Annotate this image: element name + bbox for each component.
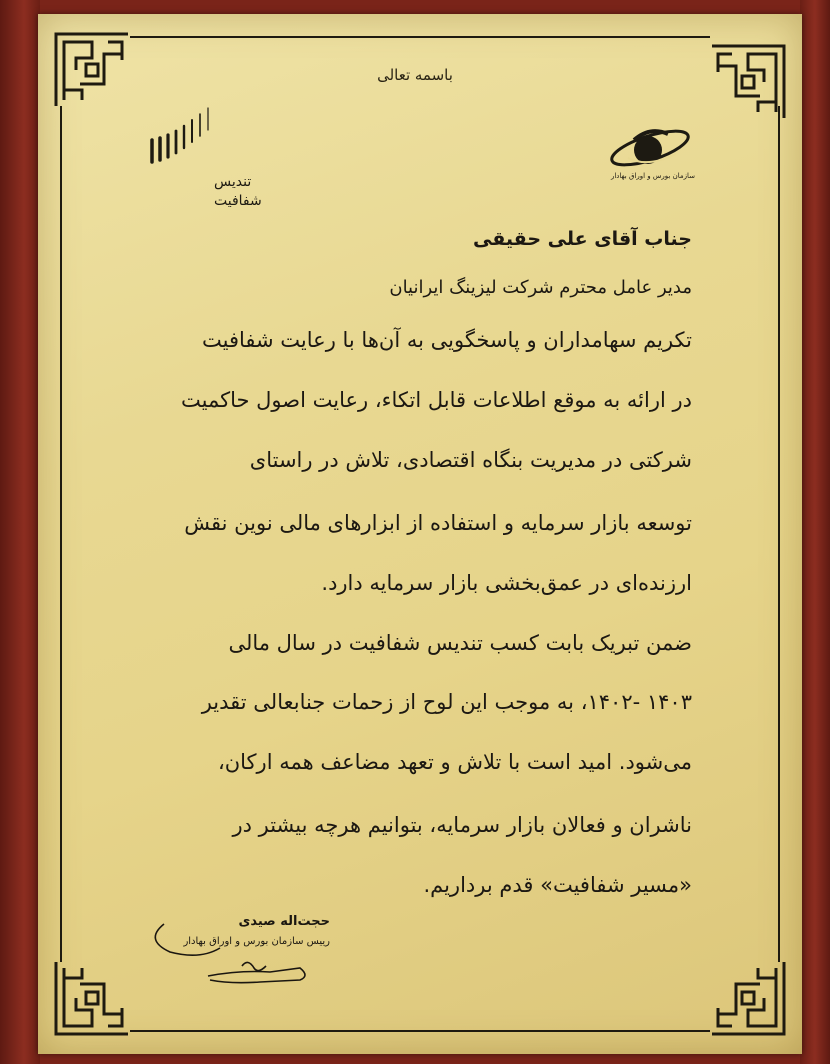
border-right [778, 106, 780, 962]
body-line: ۱۴۰۳ -۱۴۰۲، به موجب این لوح از زحمات جنابعالی تقدیر [201, 690, 692, 714]
addressee-name: جناب آقای علی حقیقی [472, 228, 692, 250]
signature-block [150, 910, 350, 990]
wood-frame-right [800, 0, 830, 1064]
body-line: توسعه بازار سرمایه و استفاده از ابزارهای مالی نوین نقش [184, 511, 692, 535]
logo-left-line1: تندیس [214, 174, 252, 190]
header-invocation: باسمه تعالی [377, 66, 453, 84]
sec-organization-logo [598, 118, 708, 198]
wood-frame-left [0, 0, 40, 1064]
signatory-name: حجت‌اله صیدی [238, 914, 330, 929]
body-line: ناشران و فعالان بازار سرمایه، بتوانیم هرچه بیشتر در [232, 813, 692, 837]
transparency-award-logo [110, 108, 262, 213]
corner-ornament-bottom-left [52, 958, 132, 1038]
border-left [60, 106, 62, 962]
plaque-text [150, 228, 692, 908]
sec-emblem-icon [608, 124, 692, 172]
logo-bars-icon [152, 108, 208, 162]
border-bottom [130, 1030, 710, 1032]
body-line: در ارائه به موقع اطلاعات قابل اتکاء، رعایت اصول حاکمیت [181, 388, 692, 412]
logo-right-caption: سازمان بورس و اوراق بهادار [610, 172, 696, 180]
body-line: تکریم سهامداران و پاسخگویی به آن‌ها با رعایت شفافیت [202, 328, 692, 352]
corner-ornament-bottom-right [708, 958, 788, 1038]
addressee-title: مدیر عامل محترم شرکت لیزینگ ایرانیان [389, 277, 692, 298]
signatory-title: رییس سازمان بورس و اوراق بهادار [183, 936, 330, 947]
logo-left-line2: شفافیت [214, 193, 262, 209]
body-line: شرکتی در مدیریت بنگاه اقتصادی، تلاش در راستای [249, 448, 692, 472]
body-line: ضمن تبریک بابت کسب تندیس شفافیت در سال مالی [228, 631, 692, 655]
body-line: ارزنده‌ای در عمق‌بخشی بازار سرمایه دارد. [321, 571, 692, 595]
border-top [130, 36, 710, 38]
body-line: «مسیر شفافیت» قدم برداریم. [423, 873, 692, 897]
body-line: می‌شود. امید است با تلاش و تعهد مضاعف همه ارکان، [217, 750, 692, 774]
